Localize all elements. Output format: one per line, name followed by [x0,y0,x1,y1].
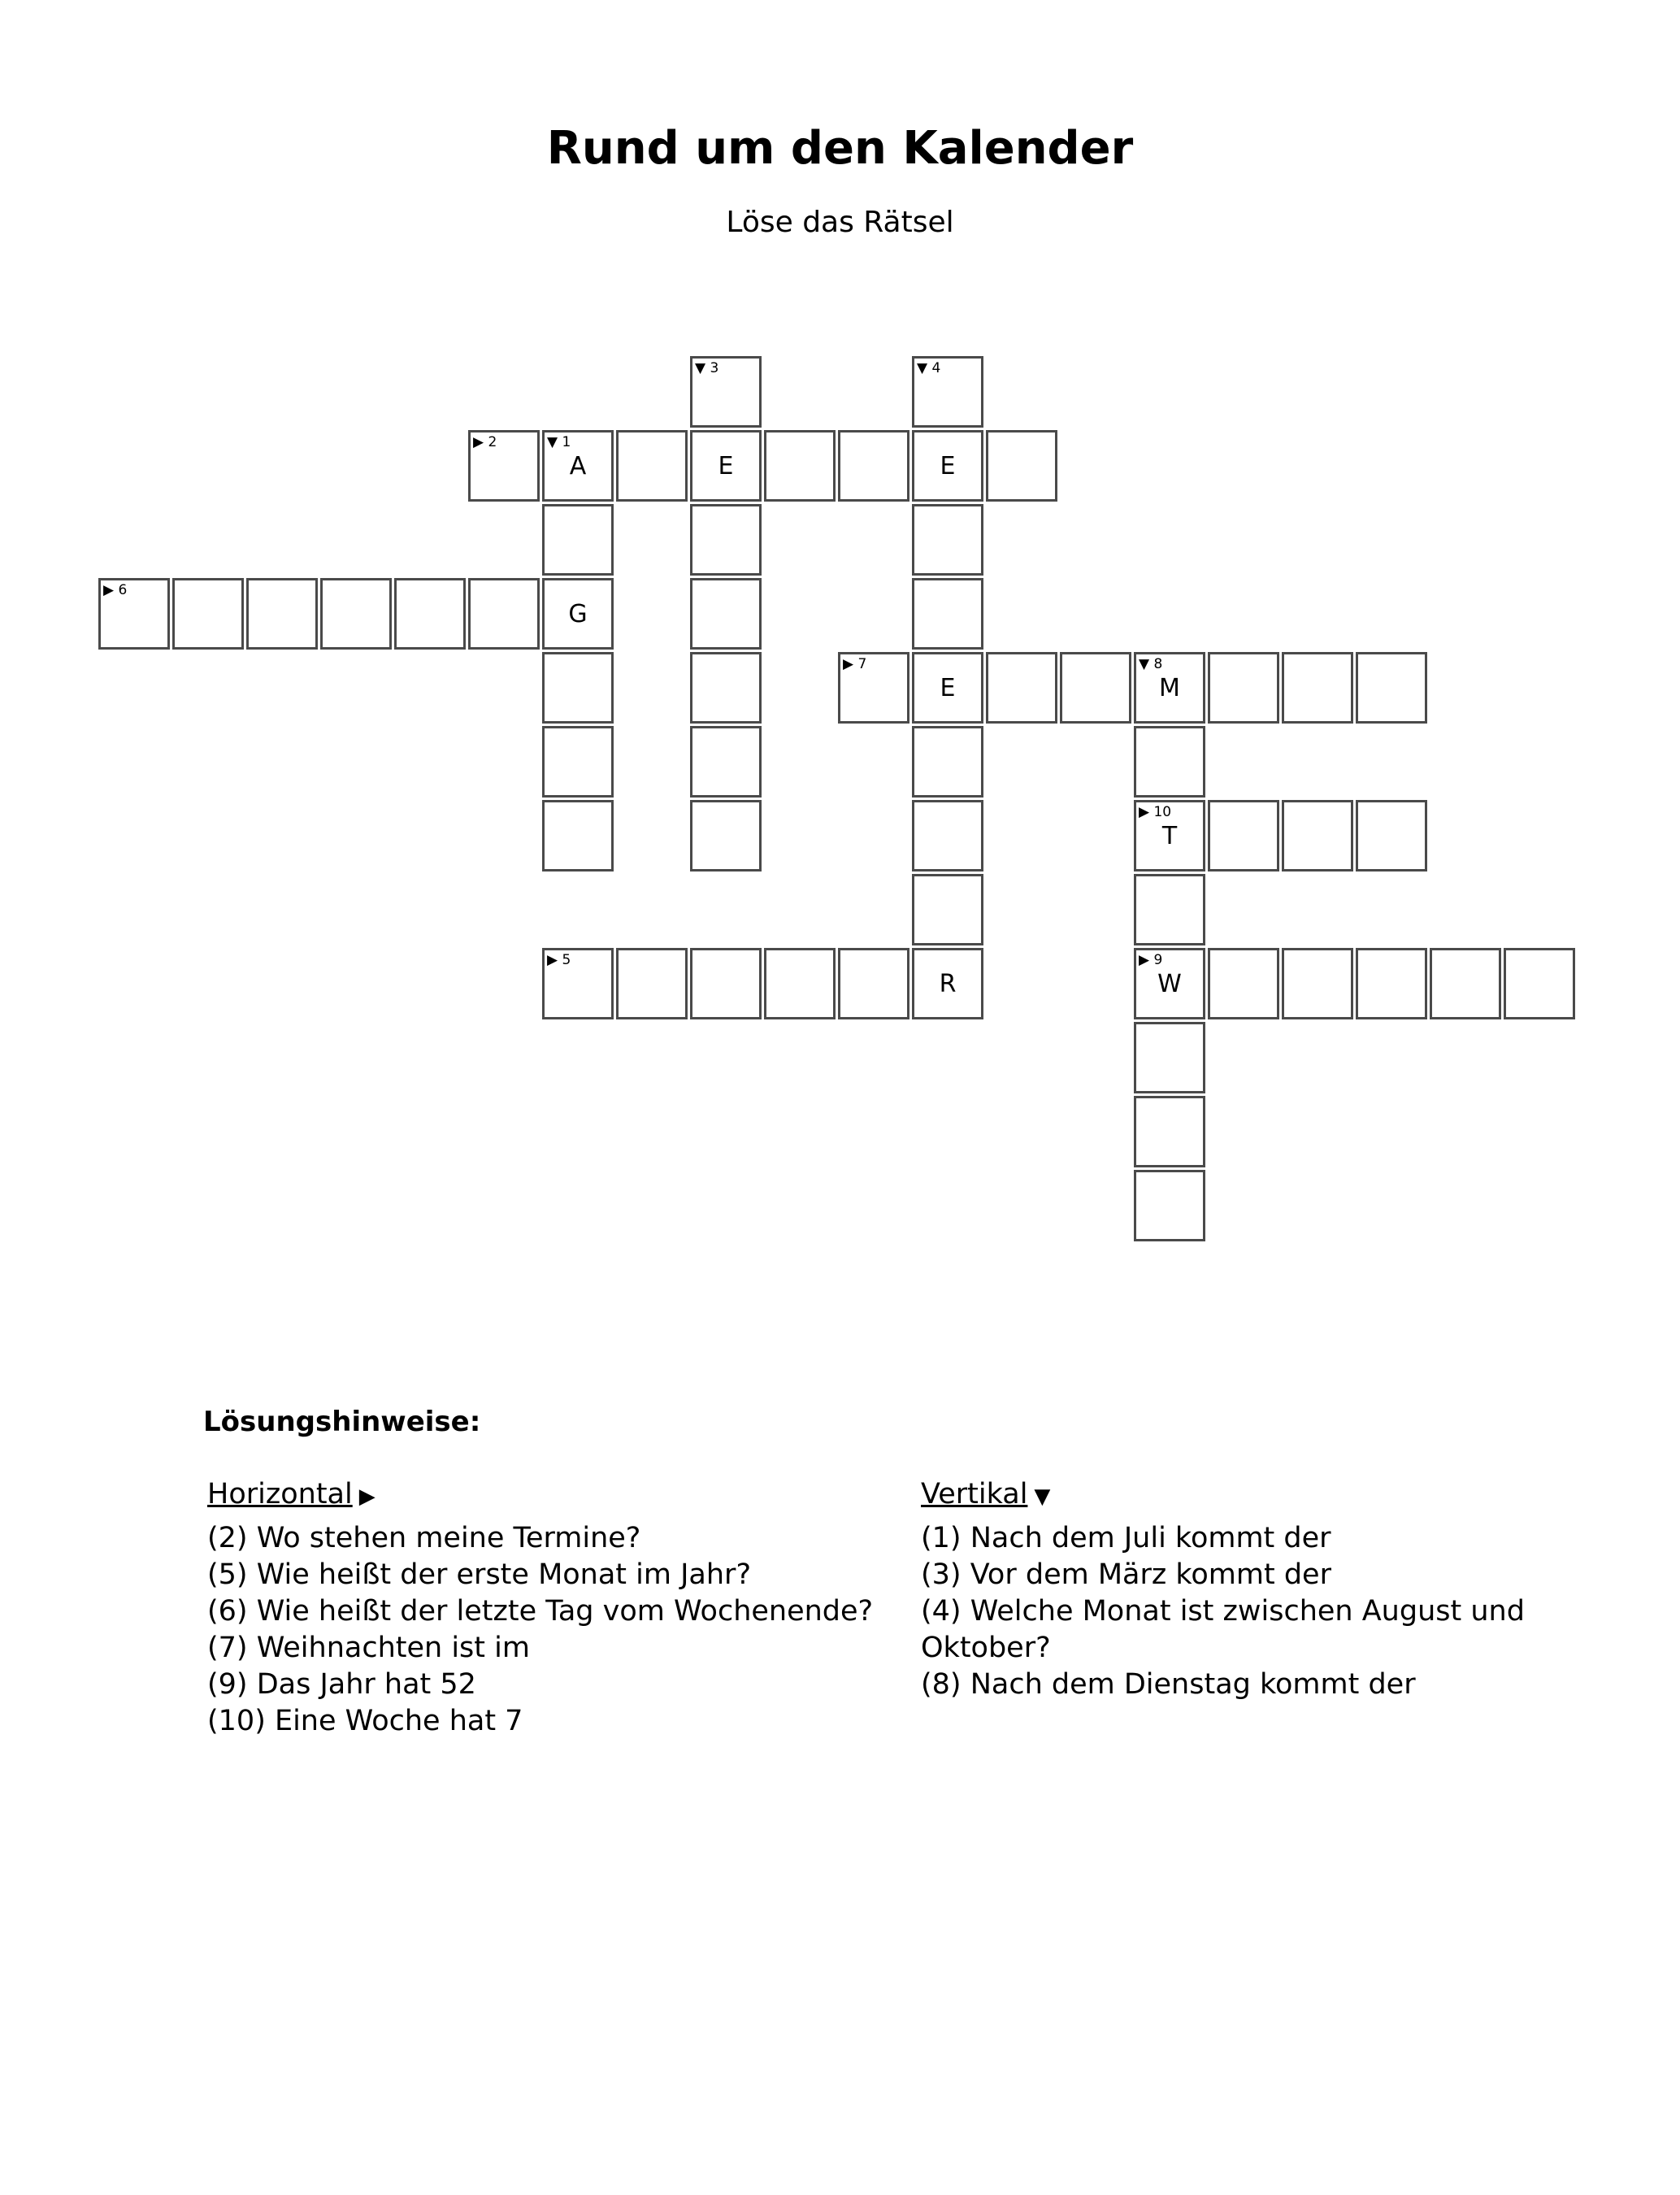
crossword-cell[interactable] [1282,652,1353,724]
clue-across: (5) Wie heißt der erste Monat im Jahr? [207,1558,752,1591]
crossword-cell[interactable] [690,578,762,650]
given-letter: R [939,970,957,998]
crossword-cell[interactable] [764,430,836,502]
clue-number: ▼ 4 [917,360,941,376]
crossword-cell[interactable] [1430,948,1501,1019]
right-arrow-icon: ▶ [358,1484,376,1509]
crossword-cell[interactable] [1134,1096,1205,1167]
clue-number: ▼ 1 [547,434,571,450]
clue-across: (6) Wie heißt der letzte Tag vom Wochenende? [207,1595,874,1628]
crossword-cell[interactable] [616,948,688,1019]
clue-across: (7) Weihnachten ist im [207,1632,530,1664]
across-label: Horizontal [207,1478,353,1510]
crossword-cell[interactable] [912,948,983,1019]
crossword-cell[interactable] [1134,1022,1205,1093]
crossword-cell[interactable] [1060,652,1131,724]
down-label: Vertikal [921,1478,1028,1510]
crossword-cell[interactable] [986,652,1057,724]
crossword-cell[interactable] [542,578,614,650]
clue-number: ▶ 9 [1139,952,1163,968]
down-arrow-icon: ▼ [1034,1484,1051,1509]
clue-down: (1) Nach dem Juli kommt der [921,1522,1331,1554]
clue-down: (4) Welche Monat ist zwischen August und Oktober? [921,1595,1525,1664]
crossword-cell[interactable] [1134,652,1205,724]
clue-number: ▶ 5 [547,952,571,968]
crossword-cell[interactable] [690,356,762,428]
crossword-cell[interactable] [764,948,836,1019]
crossword-cell[interactable] [542,430,614,502]
crossword-cell[interactable] [912,726,983,798]
crossword-cell[interactable] [986,430,1057,502]
clue-number: ▶ 10 [1139,804,1172,820]
crossword-cell[interactable] [838,430,909,502]
given-letter: E [718,452,734,480]
clue-across: (2) Wo stehen meine Termine? [207,1522,641,1554]
crossword-cell[interactable] [838,652,909,724]
crossword-cell[interactable] [912,800,983,871]
crossword-cell[interactable] [690,948,762,1019]
page-title: Rund um den Kalender [546,122,1134,175]
given-letter: A [569,452,587,480]
clue-number: ▶ 6 [103,582,128,598]
clue-across: (10) Eine Woche hat 7 [207,1705,523,1737]
crossword-cell[interactable] [912,578,983,650]
given-letter: T [1161,822,1178,850]
crossword-cell[interactable] [246,578,318,650]
crossword-cell[interactable] [912,356,983,428]
crossword-cell[interactable] [838,948,909,1019]
crossword-cell[interactable] [1208,652,1279,724]
crossword-cell[interactable] [468,578,540,650]
given-letter: G [568,600,588,628]
crossword-cell[interactable] [542,948,614,1019]
crossword-cell[interactable] [690,726,762,798]
crossword-cell[interactable] [542,652,614,724]
clue-across: (9) Das Jahr hat 52 [207,1668,476,1701]
crossword-cell[interactable] [1356,948,1427,1019]
given-letter: E [940,674,956,702]
crossword-cell[interactable] [912,504,983,576]
crossword-cell[interactable] [616,430,688,502]
crossword-cell[interactable] [320,578,392,650]
hints-heading: Lösungshinweise: [203,1406,481,1438]
across-clues-column [207,1476,874,1740]
crossword-cell[interactable] [542,726,614,798]
clue-number: ▼ 8 [1139,656,1163,672]
crossword-cell[interactable] [172,578,244,650]
crossword-cell[interactable] [912,874,983,945]
crossword-cell[interactable] [394,578,466,650]
crossword-cell[interactable] [542,504,614,576]
crossword-cell[interactable] [912,652,983,724]
crossword-cell[interactable] [1208,800,1279,871]
clue-number: ▶ 2 [473,434,497,450]
crossword-cell[interactable] [468,430,540,502]
crossword-cell[interactable] [690,430,762,502]
crossword-cell[interactable] [542,800,614,871]
crossword-cell[interactable] [690,652,762,724]
crossword-cell[interactable] [690,800,762,871]
down-clues-column [921,1476,1539,1703]
crossword-cell[interactable] [1356,800,1427,871]
crossword-cell[interactable] [912,430,983,502]
crossword-cell[interactable] [1134,1170,1205,1241]
clue-number: ▶ 7 [843,656,867,672]
page-subtitle: Löse das Rätsel [726,206,954,239]
crossword-cell[interactable] [1134,948,1205,1019]
crossword-cell[interactable] [1504,948,1575,1019]
crossword-cell[interactable] [1282,948,1353,1019]
crossword-cell[interactable] [1356,652,1427,724]
crossword-cell[interactable] [1134,800,1205,871]
clue-down: (3) Vor dem März kommt der [921,1558,1331,1591]
crossword-cell[interactable] [1208,948,1279,1019]
crossword-cell[interactable] [1134,726,1205,798]
given-letter: W [1157,970,1182,998]
crossword-cell[interactable] [1134,874,1205,945]
given-letter: E [940,452,956,480]
clue-down: (8) Nach dem Dienstag kommt der [921,1668,1416,1701]
clue-number: ▼ 3 [695,360,719,376]
across-heading [207,1476,874,1515]
given-letter: M [1159,674,1180,702]
crossword-cell[interactable] [1282,800,1353,871]
crossword-cell[interactable] [98,578,170,650]
crossword-cell[interactable] [690,504,762,576]
down-heading [921,1476,1539,1515]
